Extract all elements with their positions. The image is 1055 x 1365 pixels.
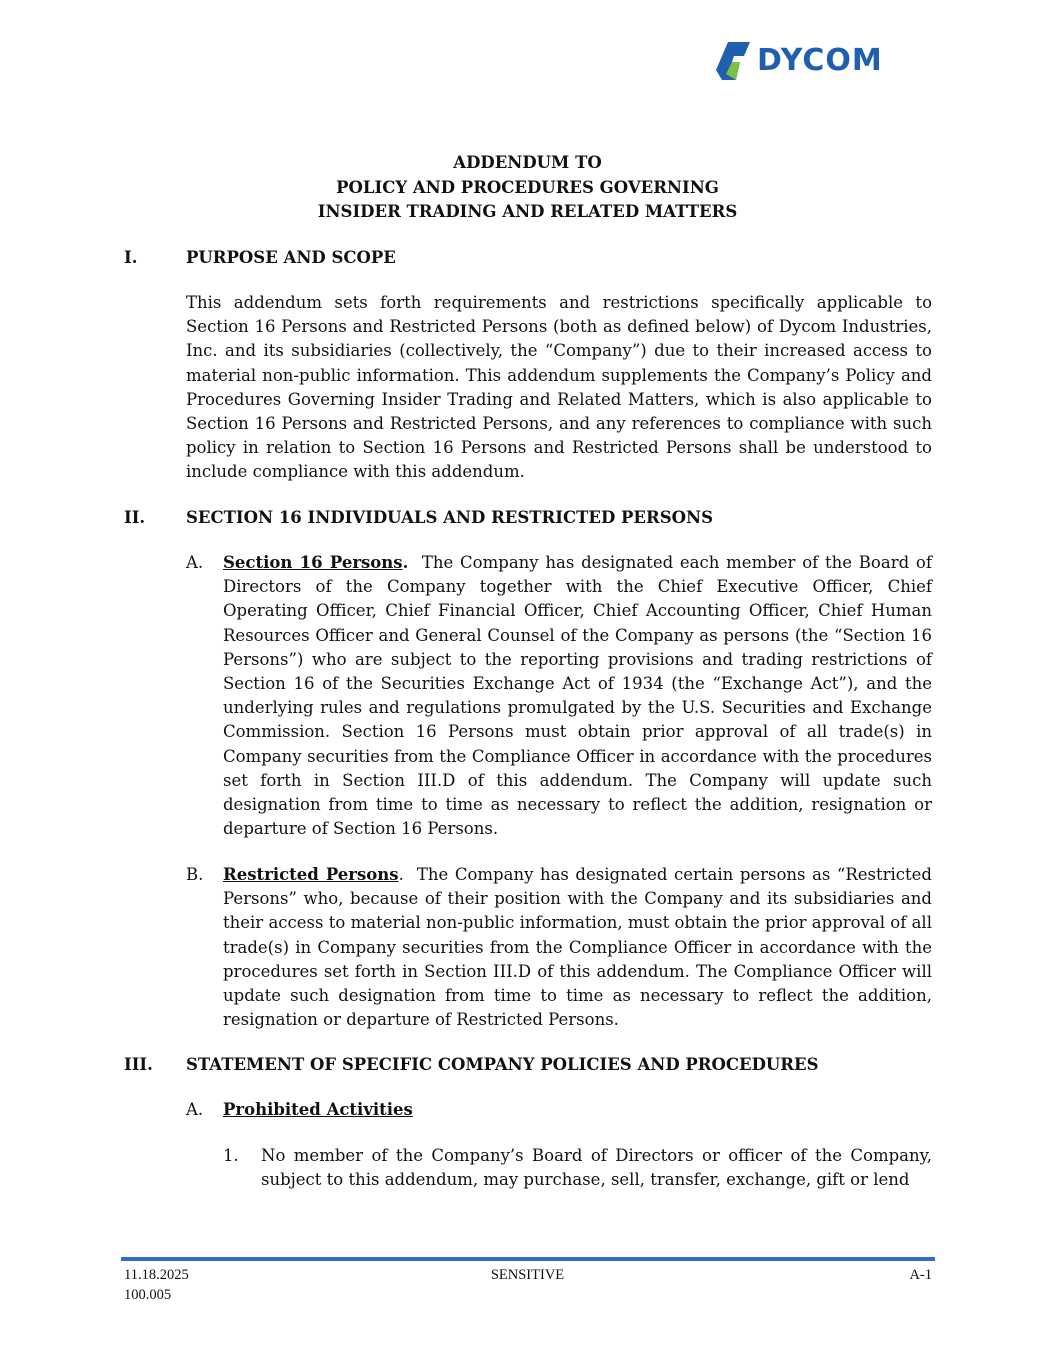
section-2a-label: A. bbox=[186, 553, 204, 572]
section-2a-title: Section 16 Persons bbox=[223, 553, 403, 572]
section-3a1-label: 1. bbox=[223, 1146, 239, 1165]
footer-date: 11.18.2025 bbox=[124, 1267, 189, 1283]
section-2a-body: The Company has designated each member of the Board of Directors of the Company together with the Chief Executive Officer, Chief Operating Officer, Chief Financial Officer, Chief Accounting Officer, Chief Human Resources Officer and General Counsel of the Company as persons (the “Section 16 Persons”) who are subject to the reporting provisions and trading restrictions of Section 16 of the Securities Exchange Act of 1934 (the “Exchange Act”), and the underlying rules and regulations promulgated by the U.S. Securities and Exchange Commission. Section 16 Persons must obtain prior approval of all trade(s) in Company securities from the Compliance Officer in accordance with the procedures set forth in Section III.D of this addendum. The Company will update such designation from time to time as necessary to reflect the addition, resignation or departure of Section 16 Persons. bbox=[223, 553, 932, 839]
section-1-number: I. bbox=[124, 248, 138, 267]
section-3a-label: A. bbox=[186, 1100, 204, 1119]
document-title bbox=[0, 151, 1055, 225]
section-3-number: III. bbox=[124, 1055, 153, 1074]
section-2b-label: B. bbox=[186, 865, 204, 884]
section-3a1-body: No member of the Company’s Board of Directors or officer of the Company, subject to this addendum, may purchase, sell, transfer, exchange, gift or lend bbox=[261, 1146, 932, 1190]
section-2b-title: Restricted Persons bbox=[223, 865, 399, 884]
section-1-title: PURPOSE AND SCOPE bbox=[186, 248, 396, 267]
footer-classification: SENSITIVE bbox=[490, 1267, 565, 1283]
section-2-title: SECTION 16 INDIVIDUALS AND RESTRICTED PERSONS bbox=[186, 508, 714, 527]
title-line-3: INSIDER TRADING AND RELATED MATTERS bbox=[317, 202, 738, 221]
section-3a-title: Prohibited Activities bbox=[223, 1100, 413, 1119]
section-2b-body: The Company has designated certain persons as “Restricted Persons” who, because of their position with the Company and its subsidiaries and their access to material non-public information, must obtain the prior approval of all trade(s) in Company securities from the Compliance Officer in accordance with the procedures set forth in Section III.D of this addendum. The Compliance Officer will update such designation from time to time as necessary to reflect the addition, resignation or departure of Restricted Persons. bbox=[223, 865, 932, 1030]
section-2-number: II. bbox=[124, 508, 146, 527]
section-3-title: STATEMENT OF SPECIFIC COMPANY POLICIES AND PROCEDURES bbox=[186, 1055, 819, 1074]
footer-code: 100.005 bbox=[124, 1287, 172, 1303]
section-2b-paragraph: Restricted Persons. The Company has designated certain persons as “Restricted Persons” who, because of their position with the Company and its subsidiaries and their access to material non-public information, must obtain the prior approval of all trade(s) in Company securities from the Compliance Officer in accordance with the procedures set forth in Section III.D of this addendum. The Compliance Officer will update such designation from time to time as necessary to reflect the addition, resignation or departure of Restricted Persons. bbox=[223, 865, 932, 1030]
title-line-1: ADDENDUM TO bbox=[453, 153, 602, 172]
section-1-body: This addendum sets forth requirements and restrictions specifically applicable to Section 16 Persons and Restricted Persons (both as defined below) of Dycom Industries, Inc. and its subsidiaries (collectively, the “Company”) due to their increased access to material non-public information. This addendum supplements the Company’s Policy and Procedures Governing Insider Trading and Related Matters, which is also applicable to Section 16 Persons and Restricted Persons, and any references to compliance with such policy in relation to Section 16 Persons and Restricted Persons shall be understood to include compliance with this addendum. bbox=[186, 293, 932, 482]
title-line-2: POLICY AND PROCEDURES GOVERNING bbox=[336, 177, 719, 197]
dycom-logo-text: DYCOM bbox=[757, 43, 883, 78]
footer-rule bbox=[121, 1257, 935, 1261]
footer-page-number: A-1 bbox=[909, 1267, 932, 1283]
section-2a-paragraph: Section 16 Persons. The Company has designated each member of the Board of Directors of the Company together with the Chief Executive Officer, Chief Operating Officer, Chief Financial Officer, Chief Accounting Officer, Chief Human Resources Officer and General Counsel of the Company as persons (the “Section 16 Persons”) who are subject to the reporting provisions and trading restrictions of Section 16 of the Securities Exchange Act of 1934 (the “Exchange Act”), and the underlying rules and regulations promulgated by the U.S. Securities and Exchange Commission. Section 16 Persons must obtain prior approval of all trade(s) in Company securities from the Compliance Officer in accordance with the procedures set forth in Section III.D of this addendum. The Company will update such designation from time to time as necessary to reflect the addition, resignation or departure of Section 16 Persons. bbox=[223, 553, 932, 839]
